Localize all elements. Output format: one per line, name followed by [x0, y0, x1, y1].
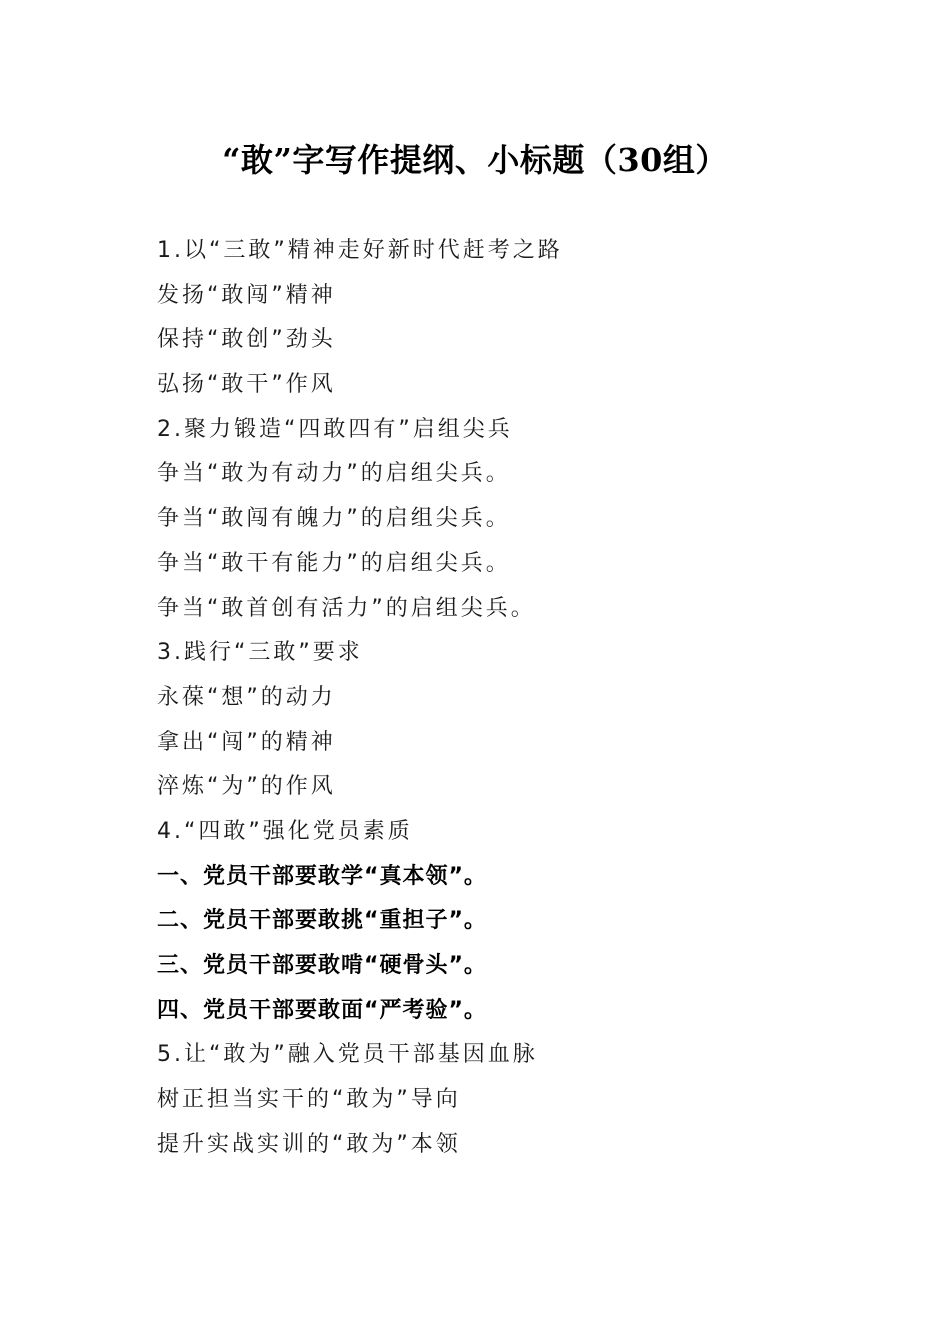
outline-line: 三、党员干部要敢啃“硬骨头”。 — [157, 953, 487, 978]
outline-line: 一、党员干部要敢学“真本领”。 — [157, 863, 487, 889]
outline-line: 树正担当实干的“敢为”导向 — [157, 1087, 461, 1113]
outline-line: 二、党员干部要敢挑“重担子”。 — [157, 908, 487, 934]
outline-line: 2.聚力锻造“四敢四有”启组尖兵 — [157, 416, 513, 442]
outline-line: 4.“四敢”强化党员素质 — [157, 818, 413, 844]
outline-line: 四、党员干部要敢面“严考验”。 — [157, 997, 487, 1023]
outline-line: 争当“敢干有能力”的启组尖兵。 — [157, 550, 511, 576]
outline-line: 1.以“三敢”精神走好新时代赶考之路 — [157, 238, 563, 263]
outline-line: 发扬“敢闯”精神 — [157, 282, 336, 308]
outline-line: 提升实战实训的“敢为”本领 — [157, 1131, 461, 1157]
outline-line: 淬炼“为”的作风 — [157, 774, 336, 800]
outline-line: 5.让“敢为”融入党员干部基因血脉 — [157, 1042, 538, 1068]
outline-line: 争当“敢为有动力”的启组尖兵。 — [157, 461, 511, 487]
outline-line: 3.践行“三敢”要求 — [157, 640, 363, 666]
outline-line: 保持“敢创”劲头 — [157, 327, 336, 353]
outline-list — [157, 229, 857, 1167]
outline-line: 永葆“想”的动力 — [157, 684, 336, 710]
outline-line: 争当“敢闯有魄力”的启组尖兵。 — [157, 506, 511, 532]
outline-line: 争当“敢首创有活力”的启组尖兵。 — [157, 595, 536, 621]
document-title: “敢”字写作提纲、小标题（30组） — [222, 141, 728, 179]
outline-line: 弘扬“敢干”作风 — [157, 372, 336, 398]
outline-line: 拿出“闯”的精神 — [157, 729, 336, 755]
